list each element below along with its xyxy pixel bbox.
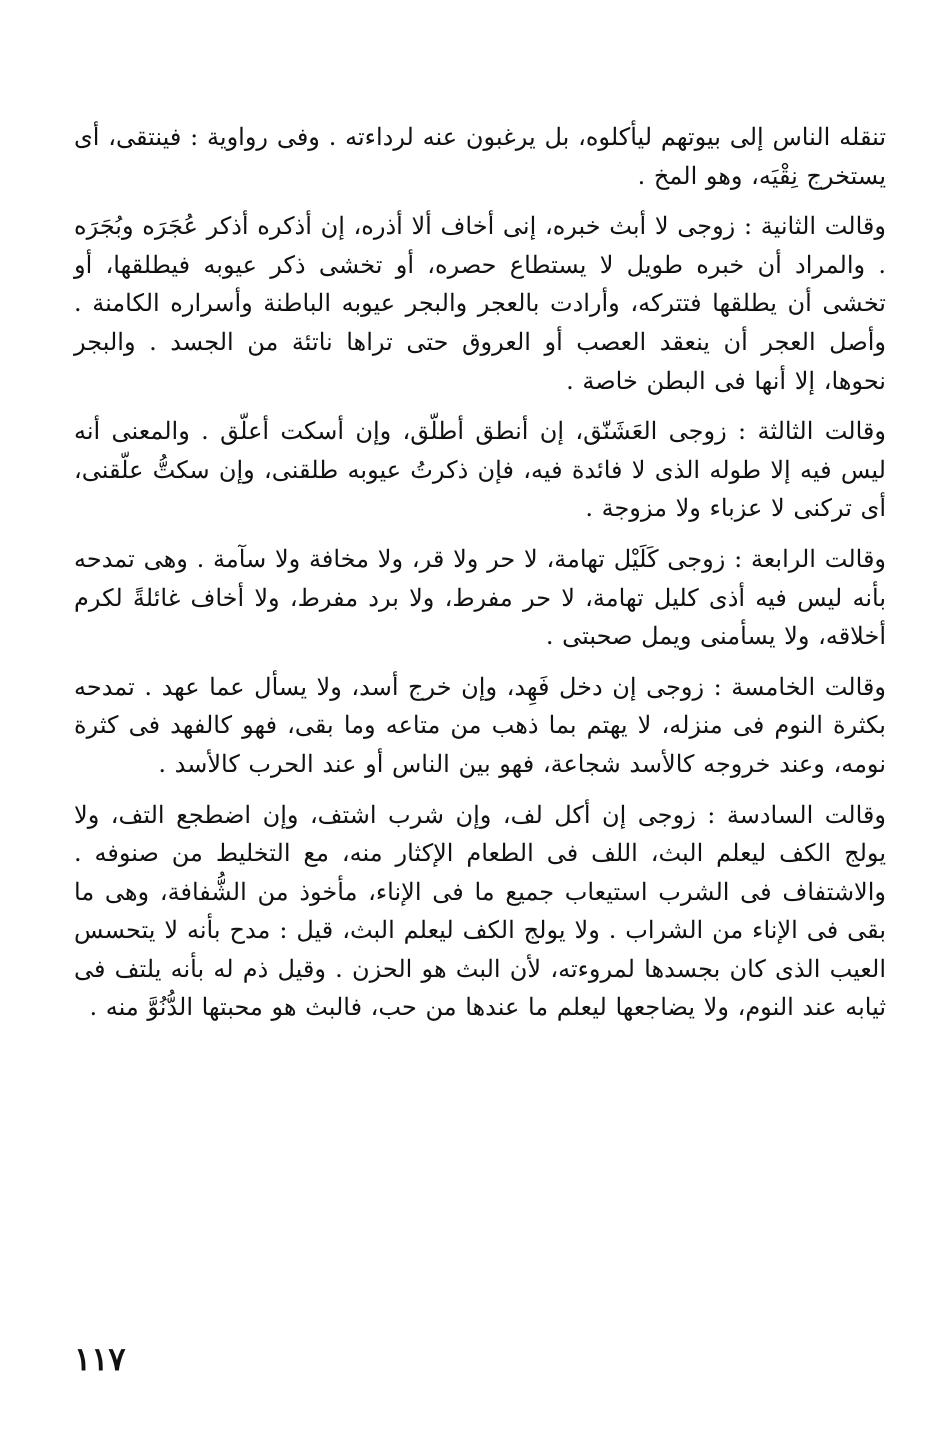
paragraph-fifth-wife: وقالت الخامسة : زوجى إن دخل فَهِد، وإن خرج أسد، ولا يسأل عما عهد . تمدحه بكثرة النوم فى منزله، لا يهتم بما ذهب من متاعه وما بقى، فهو كالفهد فى كثرة نومه، وعند خروجه كالأسد شجاعة، فهو بين الناس أو عند الحرب كالأسد .: [74, 672, 886, 778]
paragraph-second-wife: وقالت الثانية : زوجى لا أبث خبره، إنى أخاف ألا أذره، إن أذكره أذكر عُجَرَه وبُجَرَه . والمراد أن خبره طويل لا يستطاع حصره، أو تخشى ذكر عيوبه فيطلقها، أو تخشى أن يطلقها فتتركه، وأرادت بالعجر والبجر عيوبه الباطنة وأسراره الكامنة . وأصل العجر أن ينعقد العصب أو العروق حتى تراها ناتئة من الجسد . والبجر نحوها، إلا أنها فى البطن خاصة .: [74, 212, 887, 395]
paragraph-intro-continuation: تنقله الناس إلى بيوتهم ليأكلوه، بل يرغبون عنه لرداءته . وفى رواوية : فينتقى، أى يستخرج نِقْيَه، وهو المخ .: [74, 123, 886, 190]
page-body: [74, 118, 886, 1039]
paragraph-fourth-wife: وقالت الرابعة : زوجى كَلَيْل تهامة، لا حر ولا قر، ولا مخافة ولا سآمة . وهى تمدحه بأنه ليس فيه أذى كليل تهامة، لا حر مفرط، ولا برد مفرط، ولا أخاف غائلةً لكرم أخلاقه، ولا يسأمنى ويمل صحبتى .: [74, 544, 886, 651]
page-number: ١١٧: [74, 1340, 126, 1378]
paragraph-sixth-wife: وقالت السادسة : زوجى إن أكل لف، وإن شرب اشتف، وإن اضطجع التف، ولا يولج الكف ليعلم البث، اللف فى الطعام الإكثار منه، مع التخليط من صنوفه . والاشتفاف فى الشرب استيعاب جميع ما فى الإناء، مأخوذ من الشُّفافة، وهى ما بقى فى الإناء من الشراب . ولا يولج الكف ليعلم البث، قيل : مدح بأنه لا يتحسس العيب الذى كان بجسدها لمروءته، لأن البث هو الحزن . وقيل ذم له بأنه يلتف فى ثيابه عند النوم، ولا يضاجعها ليعلم ما عندها من حب، فالبث هو محبتها الدُّنُوَّ منه .: [74, 800, 886, 1022]
paragraph-third-wife: وقالت الثالثة : زوجى العَشَنّق، إن أنطق أطلّق، وإن أسكت أعلّق . والمعنى أنه ليس فيه إلا طوله الذى لا فائدة فيه، فإن ذكرتُ عيوبه طلقنى، وإن سكتُّ علّقنى، أى تركنى لا عزباء ولا مزوجة .: [74, 417, 886, 523]
